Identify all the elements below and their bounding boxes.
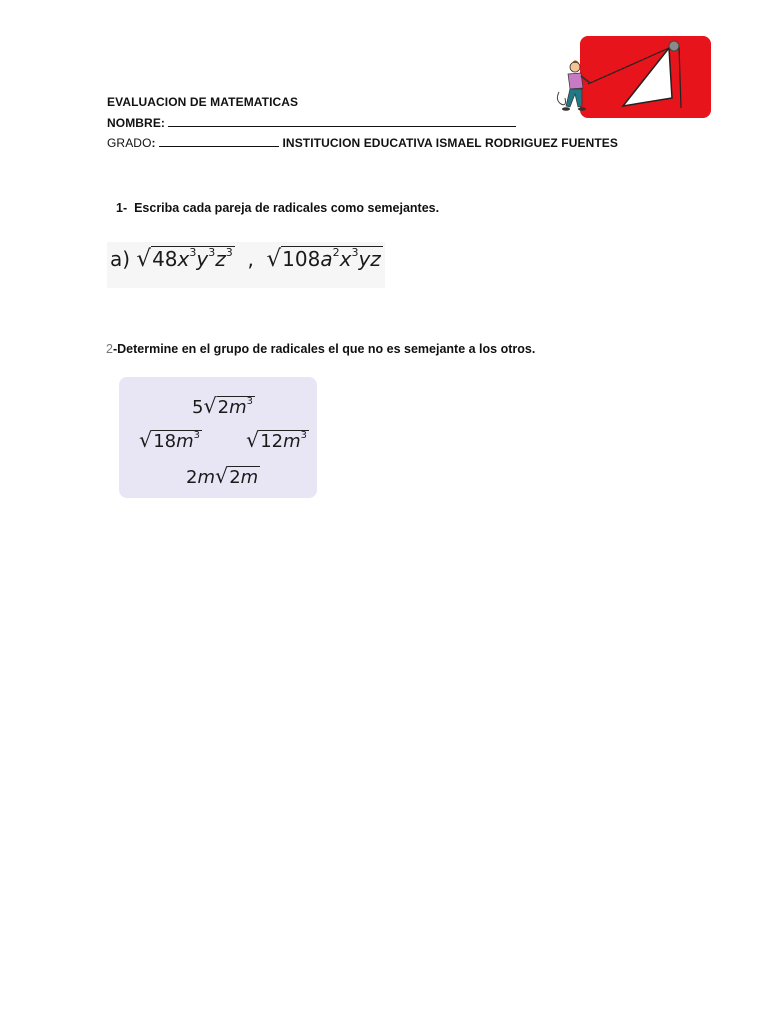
rad2-yz: yz (358, 247, 381, 271)
question-1-text: Escriba cada pareja de radicales como semejantes. (134, 201, 440, 215)
e3-exp: 3 (300, 430, 307, 442)
radical-expression-4: 2m√2m (186, 464, 259, 488)
e2-var: m (176, 431, 194, 452)
rad1-coef: 48 (152, 247, 178, 271)
e4-inner: 2 (229, 467, 241, 488)
radical-expression-2: $√18m^3$ (139, 428, 200, 452)
e1-coef: 5 (192, 397, 204, 418)
triangle-puller-logo (548, 36, 713, 120)
e2-inner: 18 (153, 431, 177, 452)
question-2-text: -Determine en el grupo de radicales el que no es semejante a los otros. (112, 342, 536, 356)
e1-inner: 2 (217, 397, 230, 418)
nombre-line (107, 114, 516, 130)
e2-exp: 3 (193, 430, 200, 442)
grado-label: GRADO (107, 136, 152, 150)
radical-expression-1: $5√2m^3$ (192, 394, 253, 418)
rad2-a: a (320, 247, 333, 271)
e4-coef: 2 (186, 467, 198, 488)
question-1 (116, 201, 439, 215)
radical-1: $√48x^3y^3z^3$ (136, 246, 233, 272)
logo-person-head (570, 62, 580, 72)
institution-name: INSTITUCION EDUCATIVA ISMAEL RODRIGUEZ FUENTES (282, 136, 618, 150)
question-2 (106, 342, 535, 356)
page-title: EVALUACION DE MATEMATICAS (107, 95, 299, 109)
rad1-x: x (177, 247, 190, 271)
grado-colon: : (151, 136, 156, 150)
nombre-field[interactable] (168, 114, 516, 127)
e4-var: m (240, 467, 259, 488)
radical-separator: , (247, 247, 254, 271)
e3-inner: 12 (260, 431, 284, 452)
rad2-a-exp: 2 (332, 246, 340, 260)
rad1-z-exp: 3 (225, 246, 233, 260)
rad1-x-exp: 3 (189, 246, 197, 260)
question-1-number: 1- (116, 201, 128, 215)
logo-gear-icon (669, 41, 679, 51)
radical-pair-expression (110, 246, 383, 272)
e1-var: m (229, 397, 247, 418)
question-2-number: 2 (106, 342, 113, 356)
e4-coef-var: m (197, 467, 215, 488)
e3-var: m (283, 431, 301, 452)
rad2-coef: 108 (282, 247, 321, 271)
rad1-y-exp: 3 (208, 246, 216, 260)
rad1-y: y (196, 247, 209, 271)
rad2-x: x (339, 247, 352, 271)
rad2-x-exp: 3 (351, 246, 359, 260)
rad1-z: z (215, 247, 226, 271)
e1-exp: 3 (246, 396, 253, 408)
item-a-label: a) (110, 247, 131, 271)
radical-2: $√108a^2x^3yz$ (266, 246, 381, 272)
grado-field[interactable] (159, 134, 279, 147)
grado-line (107, 134, 618, 150)
radical-expression-3: $√12m^3$ (246, 428, 307, 452)
nombre-label: NOMBRE: (107, 116, 166, 130)
